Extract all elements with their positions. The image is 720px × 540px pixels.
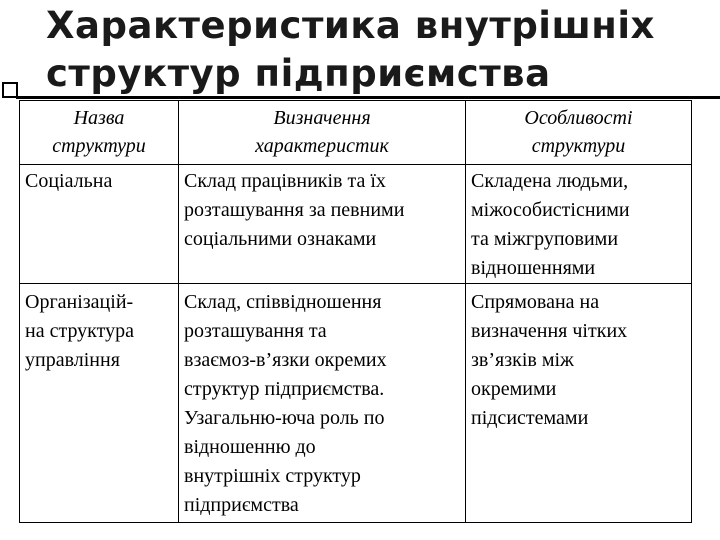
slide-title — [46, 2, 706, 98]
cell-features: Складена людьми, міжособистісними та міжгруповими відношеннями — [466, 165, 692, 284]
structures-table — [19, 100, 692, 523]
cell-definition: Склад, співвідношення розташування та взаємоз-в’язки окремих структур підприємства. Узагальню-юча роль по відношенню до внутрішніх структур підприємства — [179, 284, 466, 523]
cell-structure-name: Організацій- на структура управління — [20, 284, 179, 523]
slide-title-line-1: Характеристика внутрішніх — [46, 4, 655, 47]
table-row — [20, 284, 692, 523]
header-structure-name: Назва структури — [20, 101, 179, 165]
header-features: Особливості структури — [466, 101, 692, 165]
cell-structure-name: Соціальна — [20, 165, 179, 284]
table-row — [20, 165, 692, 284]
slide-title-line-2: структур підприємства — [46, 52, 551, 95]
header-definition: Визначення характеристик — [179, 101, 466, 165]
title-divider — [16, 96, 720, 99]
table-header-row — [20, 101, 692, 165]
cell-definition: Склад працівників та їх розташування за певними соціальними ознаками — [179, 165, 466, 284]
cell-features: Спрямована на визначення чітких зв’язків між окремими підсистемами — [466, 284, 692, 523]
